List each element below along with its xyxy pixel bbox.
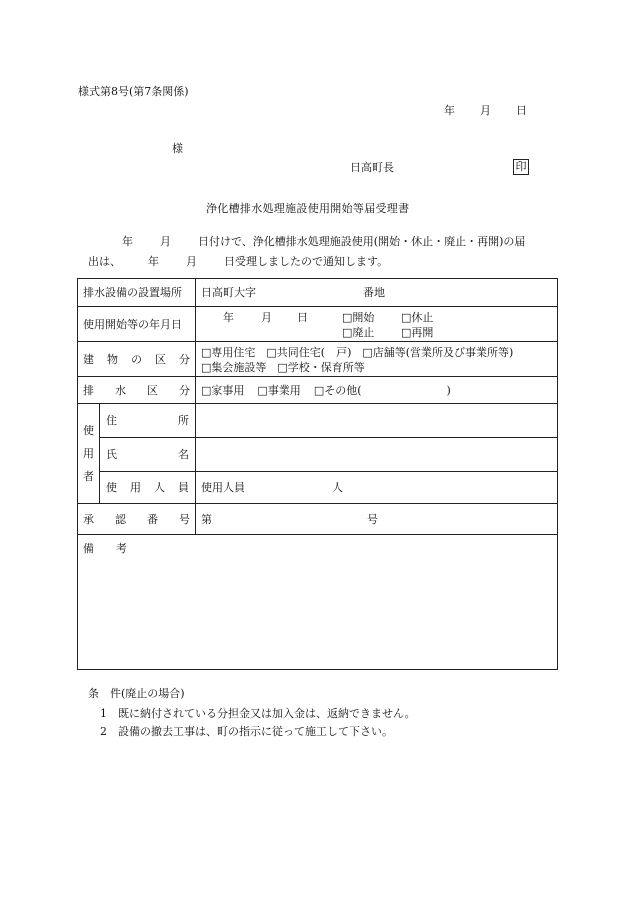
- remarks-label: 備考: [83, 542, 127, 555]
- approval-label: 承認番号: [78, 504, 196, 535]
- row-drainage: [78, 377, 558, 404]
- approval-field[interactable]: [196, 504, 558, 535]
- checkbox-pause[interactable]: □休止: [401, 311, 434, 324]
- drainage-label: 排水区分: [78, 377, 196, 404]
- conditions-heading: 条 件(廃止の場合): [88, 687, 185, 700]
- condition-1-text: 既に納付されている分担金又は加入金は、返納できません。: [118, 707, 416, 720]
- row-building: [78, 342, 558, 377]
- intro-year: 年: [122, 235, 133, 248]
- start-date-label: 使用開始等の年月日: [78, 307, 196, 342]
- building-value-cell: [196, 342, 558, 377]
- checkbox-business[interactable]: □事業用: [257, 383, 301, 397]
- location-value-cell[interactable]: [196, 279, 558, 307]
- user-group-char-3: 者: [83, 470, 94, 483]
- user-count-field[interactable]: [196, 472, 558, 504]
- date-day-label: 日: [516, 104, 527, 117]
- intro-line2-year: 年: [148, 255, 159, 268]
- row-remarks: [78, 535, 558, 670]
- intro-line1-text: 日付けで、浄化槽排水処理施設使用(開始・休止・廃止・再開)の届: [198, 235, 526, 248]
- addressee-sama: 様: [172, 142, 183, 155]
- date-month-label: 月: [480, 104, 491, 117]
- seal-stamp: [513, 159, 529, 175]
- user-group-char-2: 用: [83, 447, 94, 460]
- intro-line2-start: 出は、: [88, 255, 121, 268]
- issuer-name: 日高町長: [350, 161, 394, 174]
- condition-2-number: 2: [100, 725, 107, 738]
- location-banchi: 番地: [363, 286, 385, 299]
- building-label: 建物の区分: [78, 342, 196, 377]
- intro-month: 月: [160, 235, 171, 248]
- receipt-form-table: [77, 278, 558, 670]
- checkbox-household[interactable]: □家事用: [201, 383, 245, 397]
- approval-suffix: 号: [367, 512, 378, 526]
- drainage-value-cell: [196, 377, 558, 404]
- start-year: 年: [223, 311, 234, 324]
- row-user-name: [78, 438, 558, 472]
- user-address-field[interactable]: [196, 404, 558, 438]
- user-name-field[interactable]: [196, 438, 558, 472]
- row-location: [78, 279, 558, 307]
- row-approval: [78, 504, 558, 535]
- building-options-line1[interactable]: □専用住宅 □共同住宅( 戸) □店舗等(営業所及び事業所等): [201, 346, 514, 359]
- location-label: 排水設備の設置場所: [78, 279, 196, 307]
- condition-2-text: 設備の撤去工事は、町の指示に従って施工して下さい。: [118, 725, 393, 738]
- user-name-label: 氏名: [100, 438, 196, 472]
- start-day: 日: [297, 311, 308, 324]
- document-title: 浄化槽排水処理施設使用開始等届受理書: [206, 202, 410, 215]
- start-date-value-cell: [196, 307, 558, 342]
- intro-line2-text: 日受理しましたので通知します。: [224, 255, 389, 268]
- user-group-label: [78, 404, 100, 504]
- row-user-count: [78, 472, 558, 504]
- start-month: 月: [261, 311, 272, 324]
- checkbox-abolish[interactable]: □廃止: [342, 326, 375, 339]
- building-options-line2[interactable]: □集会施設等 □学校・保育所等: [201, 361, 365, 374]
- intro-line2-month: 月: [186, 255, 197, 268]
- form-number: 様式第8号(第7条関係): [78, 85, 189, 98]
- user-group-char-1: 使: [83, 424, 94, 437]
- seal-mark: 印: [513, 159, 529, 175]
- user-count-prefix: 使用人員: [201, 481, 245, 494]
- user-count-unit: 人: [332, 481, 343, 494]
- checkbox-resume[interactable]: □再開: [401, 326, 434, 339]
- remarks-field[interactable]: [78, 535, 558, 670]
- row-start-date: [78, 307, 558, 342]
- user-count-label: 使用人員: [100, 472, 196, 504]
- other-close-paren: ): [446, 383, 451, 397]
- date-year-label: 年: [444, 104, 455, 117]
- approval-prefix: 第: [201, 512, 212, 526]
- condition-1-number: 1: [100, 707, 107, 720]
- user-address-label: 住所: [100, 404, 196, 438]
- checkbox-start[interactable]: □開始: [342, 311, 375, 324]
- checkbox-other[interactable]: □その他(: [313, 383, 362, 397]
- location-town: 日高町大字: [201, 286, 256, 299]
- row-user-address: [78, 404, 558, 438]
